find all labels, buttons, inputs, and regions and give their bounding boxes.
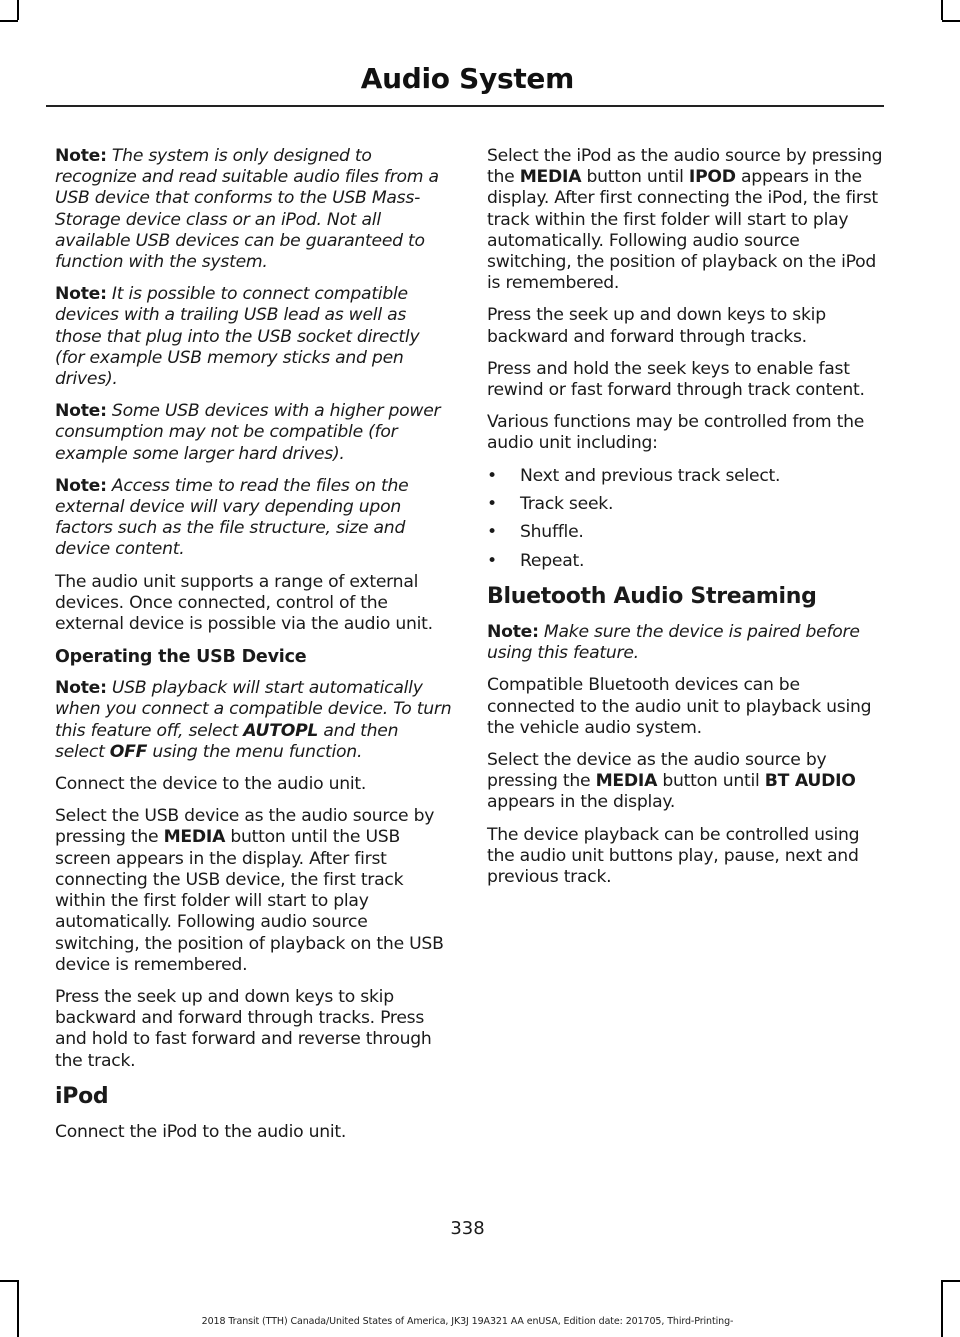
bullet-icon: • xyxy=(487,550,497,571)
key-media: MEDIA xyxy=(595,771,658,792)
list-item-text: Repeat. xyxy=(520,550,585,571)
crop-mark xyxy=(0,20,18,22)
bullet-icon: • xyxy=(487,465,497,486)
header-divider xyxy=(46,105,884,107)
heading-ipod: iPod xyxy=(55,1083,109,1109)
note-paragraph xyxy=(487,622,884,664)
list-item xyxy=(487,551,884,572)
crop-mark xyxy=(941,0,943,20)
note-label: Note: xyxy=(55,401,107,422)
note-paragraph xyxy=(55,476,452,561)
note-label: Note: xyxy=(55,284,107,305)
text-part: appears in the display. xyxy=(487,792,676,813)
crop-mark xyxy=(942,1280,960,1282)
text-part: Select the device as the audio source by pressing the xyxy=(487,750,827,792)
body-paragraph: The audio unit supports a range of external devices. Once connected, control of the external device is possible via the audio unit. xyxy=(55,571,433,635)
bullet-icon: • xyxy=(487,522,497,543)
list-item xyxy=(487,494,884,515)
page-title: Audio System xyxy=(360,62,574,95)
crop-mark xyxy=(0,1280,18,1282)
crop-mark xyxy=(17,0,19,20)
key-ipod: IPOD xyxy=(688,167,736,188)
body-paragraph xyxy=(487,146,884,294)
note-text: The system is only designed to recognize and read suitable audio files from a USB device that conforms to the USB Mass-Storage device class or an iPod. Not all available USB devices can be guaranteed to function with the system. xyxy=(55,146,439,273)
note-text: It is possible to connect compatible devices with a trailing USB lead as well as those that plug into the USB socket directly (for example USB memory sticks and pen drives). xyxy=(55,284,420,390)
body-paragraph xyxy=(487,750,884,814)
key-bt-audio: BT AUDIO xyxy=(764,771,856,792)
note-paragraph xyxy=(55,401,452,465)
left-column xyxy=(55,146,452,1154)
subheading-operating-usb: Operating the USB Device xyxy=(55,647,307,668)
note-label: Note: xyxy=(55,678,107,699)
right-column xyxy=(487,146,884,899)
heading-bluetooth-audio: Bluetooth Audio Streaming xyxy=(487,584,817,610)
note-text: Access time to read the files on the external device will vary depending upon factors such as the file structure, size and device content. xyxy=(55,475,409,560)
note-text: Some USB devices with a higher power consumption may not be compatible (for example some larger hard drives). xyxy=(55,401,441,464)
body-paragraph: Press and hold the seek keys to enable fast rewind or fast forward through track content. xyxy=(487,358,865,401)
crop-mark xyxy=(941,1280,943,1337)
crop-mark xyxy=(942,20,960,22)
text-part: button until xyxy=(662,771,760,792)
note-label: Note: xyxy=(55,475,107,496)
list-item-text: Next and previous track select. xyxy=(520,465,781,486)
body-paragraph xyxy=(55,806,452,976)
key-autopl: AUTOPL xyxy=(243,720,319,741)
body-paragraph: Press the seek up and down keys to skip backward and forward through tracks. xyxy=(487,305,826,347)
list-item-text: Track seek. xyxy=(520,494,614,515)
key-media: MEDIA xyxy=(163,827,226,848)
function-list xyxy=(487,466,884,572)
note-label: Note: xyxy=(55,146,107,166)
text-part: appears in the display. After first connecting the iPod, the first track within the first folder will start to play automatically. Following audio source switching, the position of playback on the iPod is remembered. xyxy=(487,167,878,294)
text-part: button until xyxy=(586,167,684,188)
list-item xyxy=(487,466,884,487)
body-paragraph: Various functions may be controlled from the audio unit including: xyxy=(487,412,865,454)
edition-footer: 2018 Transit (TTH) Canada/United States of America, JK3J 19A321 AA enUSA, Edition date: 201705, Third-Printing- xyxy=(201,1316,734,1327)
note-text xyxy=(55,678,451,762)
body-paragraph: The device playback can be controlled using the audio unit buttons play, pause, next and previous track. xyxy=(487,824,860,888)
note-text: Make sure the device is paired before using this feature. xyxy=(487,622,860,664)
list-item xyxy=(487,522,884,543)
note-text-part: using the menu function. xyxy=(152,741,363,762)
page-number: 338 xyxy=(450,1218,485,1239)
body-paragraph: Connect the iPod to the audio unit. xyxy=(55,1121,347,1142)
note-paragraph xyxy=(55,284,452,390)
text-part: button until the USB screen appears in the display. After first connecting the USB device, the first track within the first folder will start to play automatically. Following audio source switching, the position of playback on the USB device is remembered. xyxy=(55,827,444,975)
note-label: Note: xyxy=(487,622,539,643)
key-off: OFF xyxy=(109,741,148,762)
body-paragraph: Compatible Bluetooth devices can be connected to the audio unit to playback using the vehicle audio system. xyxy=(487,675,872,738)
list-item-text: Shuffle. xyxy=(520,522,584,543)
crop-mark xyxy=(17,1280,19,1337)
key-media: MEDIA xyxy=(519,167,582,188)
body-paragraph: Press the seek up and down keys to skip backward and forward through tracks. Press and hold to fast forward and reverse through the track. xyxy=(55,986,432,1071)
body-paragraph: Connect the device to the audio unit. xyxy=(55,774,367,795)
note-paragraph xyxy=(55,678,452,763)
note-text-part: USB playback will start automatically when you connect a compatible device. To turn this feature off, select xyxy=(55,678,452,741)
note-paragraph xyxy=(55,146,452,273)
text-part: Select the iPod as the audio source by pressing the xyxy=(487,146,883,188)
note-text-part: and then select xyxy=(55,720,399,762)
text-part: Select the USB device as the audio source by pressing the xyxy=(55,806,435,848)
bullet-icon: • xyxy=(487,494,497,515)
